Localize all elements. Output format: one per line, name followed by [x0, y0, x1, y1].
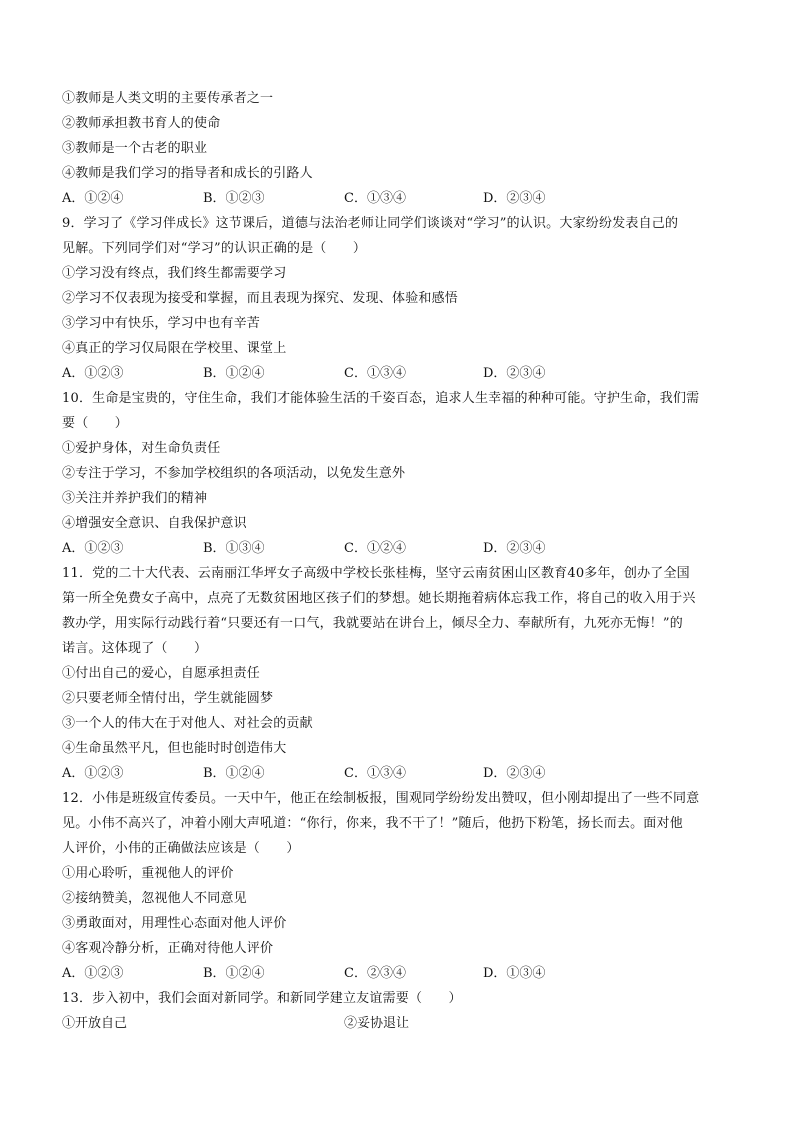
q11-option-3: ③一个人的伟大在于对他人、对社会的贡献: [62, 716, 313, 731]
q11-option-4: ④生命虽然平凡，但也能时时创造伟大: [62, 741, 287, 756]
q10-answer-choices: [62, 536, 734, 561]
q8-option-1: ①教师是人类文明的主要传承者之一: [62, 91, 274, 106]
q9-answer-choices: [62, 361, 734, 386]
q10-option-2: ②专注于学习，不参加学校组织的各项活动，以免发生意外: [62, 466, 406, 481]
q8-choice-b: B．①②③: [203, 191, 265, 206]
q9-option-2: ②学习不仅表现为接受和掌握，而且表现为探究、发现、体验和感悟: [62, 291, 459, 306]
q9-option-1: ①学习没有终点，我们终生都需要学习: [62, 266, 287, 281]
q11-option-1: ①付出自己的爱心，自愿承担责任: [62, 666, 261, 681]
q10-stem-line-1: 10．生命是宝贵的，守住生命，我们才能体验生活的千姿百态，追求人生幸福的种种可能。守护生命，我们需: [62, 391, 700, 406]
q13-option-2: ②妥协退让: [344, 1016, 410, 1031]
q9-stem-line-1: 9．学习了《学习伴成长》这节课后，道德与法治老师让同学们谈谈对“学习”的认识。大家纷纷发表自己的: [62, 216, 679, 231]
q11-choice-a: A．①②③: [62, 766, 124, 781]
q13-stem-line-1: 13．步入初中，我们会面对新同学。和新同学建立友谊需要（ ）: [62, 991, 462, 1006]
q8-option-2: ②教师承担教书育人的使命: [62, 116, 221, 131]
q10-option-1: ①爱护身体，对生命负责任: [62, 441, 221, 456]
q9-stem-line-2: 见解。下列同学们对“学习”的认识正确的是（ ）: [62, 241, 367, 256]
q8-option-3: ③教师是一个古老的职业: [62, 141, 208, 156]
q12-stem-line-2: 见。小伟不高兴了，冲着小刚大声吼道：“你行，你来，我不干了！”随后，他扔下粉笔，扬长而去。面对他: [62, 816, 683, 831]
q11-stem-line-3: 教办学，用实际行动践行着“只要还有一口气，我就要站在讲台上，倾尽全力、奉献所有，九死亦无悔！”的: [62, 616, 683, 631]
q9-option-3: ③学习中有快乐，学习中也有辛苦: [62, 316, 261, 331]
q11-stem-line-2: 第一所全免费女子高中，点亮了无数贫困地区孩子们的梦想。她长期拖着病体忘我工作，将自己的收入用于兴: [62, 591, 696, 606]
q8-choice-d: D．②③④: [483, 191, 546, 206]
q11-choice-d: D．②③④: [483, 766, 546, 781]
q12-option-4: ④客观冷静分析，正确对待他人评价: [62, 941, 274, 956]
q11-choice-b: B．①②④: [203, 766, 265, 781]
q10-choice-a: A．①②③: [62, 541, 124, 556]
q12-option-1: ①用心聆听，重视他人的评价: [62, 866, 234, 881]
q12-stem-line-3: 人评价，小伟的正确做法应该是（ ）: [62, 841, 300, 856]
q8-option-4: ④教师是我们学习的指导者和成长的引路人: [62, 166, 313, 181]
q9-choice-c: C．①③④: [344, 366, 406, 381]
q9-choice-d: D．②③④: [483, 366, 546, 381]
q8-choice-a: A．①②④: [62, 191, 124, 206]
q11-answer-choices: [62, 761, 734, 786]
q12-choice-d: D．①③④: [483, 966, 546, 981]
q13-options-row: [62, 1011, 734, 1036]
q11-stem-line-1: 11．党的二十大代表、云南丽江华坪女子高级中学校长张桂梅，坚守云南贫困山区教育40多年，创办了全国: [62, 566, 690, 581]
q12-option-3: ③勇敢面对，用理性心态面对他人评价: [62, 916, 287, 931]
q12-answer-choices: [62, 961, 734, 986]
q10-choice-c: C．①②④: [344, 541, 406, 556]
q11-option-2: ②只要老师全情付出，学生就能圆梦: [62, 691, 274, 706]
q9-choice-a: A．①②③: [62, 366, 124, 381]
q10-choice-b: B．①③④: [203, 541, 265, 556]
q8-answer-choices: [62, 186, 734, 211]
q9-choice-b: B．①②④: [203, 366, 265, 381]
q8-choice-c: C．①③④: [344, 191, 406, 206]
q12-stem-line-1: 12．小伟是班级宣传委员。一天中午，他正在绘制板报，围观同学纷纷发出赞叹，但小刚却提出了一些不同意: [62, 791, 700, 806]
q12-choice-b: B．①②④: [203, 966, 265, 981]
q10-choice-d: D．②③④: [483, 541, 546, 556]
q13-option-1: ①开放自己: [62, 1016, 128, 1031]
q10-option-4: ④增强安全意识、自我保护意识: [62, 516, 247, 531]
q12-choice-c: C．②③④: [344, 966, 406, 981]
q12-choice-a: A．①②③: [62, 966, 124, 981]
q9-option-4: ④真正的学习仅局限在学校里、课堂上: [62, 341, 287, 356]
q11-choice-c: C．①③④: [344, 766, 406, 781]
q11-stem-line-4: 诺言。这体现了（ ）: [62, 641, 208, 656]
q10-option-3: ③关注并养护我们的精神: [62, 491, 208, 506]
q10-stem-line-2: 要（ ）: [62, 416, 129, 431]
exam-page: [0, 86, 794, 1036]
q12-option-2: ②接纳赞美，忽视他人不同意见: [62, 891, 247, 906]
